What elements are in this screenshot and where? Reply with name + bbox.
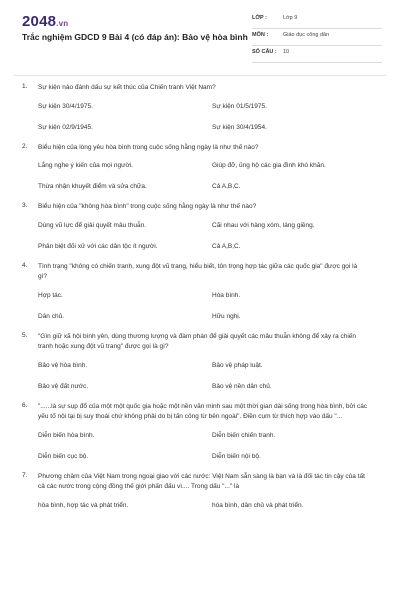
logo-tld: .vn	[56, 19, 69, 28]
answer-option-b[interactable]: Bảo vệ pháp luật.	[212, 361, 263, 369]
question-1	[0, 76, 400, 132]
question-text: Tình trạng "không có chiến tranh, xung đột vũ trang, hiểu biết, tôn trọng hợp tác giữa các quốc gia" được gọi là gì?	[38, 262, 358, 280]
question-text: "Gìn giữ xã hội bình yên, dùng thương lượng và đàm phán để giải quyết các mâu thuẫn không để xảy ra chiến tranh hoặc xung đột vũ trang" được gọi là gì?	[38, 332, 357, 350]
question-number: 3.	[22, 202, 28, 209]
answer-option-d[interactable]: Sự kiện 30/4/1954.	[212, 123, 267, 131]
answer-option-b[interactable]: Cãi nhau với hàng xóm, láng giềng.	[212, 221, 315, 229]
question-text: Phương châm của Việt Nam trong ngoại giao với các nước: Việt Nam sẵn sàng là bạn và là đối tác tin cậy của tất cả các nước trong cộng đồng thế giới phấn đấu vì.... Trong dấu "..." là	[38, 472, 365, 490]
question-7	[0, 472, 400, 510]
answer-option-c[interactable]: Diễn biến cục bộ.	[38, 452, 89, 460]
answer-option-a[interactable]: Dùng vũ lực để giải quyết mâu thuẫn.	[38, 221, 147, 229]
answer-options	[38, 221, 378, 251]
answer-option-d[interactable]: Cả A,B,C.	[212, 242, 241, 250]
answer-option-c[interactable]: Sự kiện 02/9/1945.	[38, 123, 93, 131]
meta-row-question-count	[252, 46, 382, 63]
answer-options	[38, 291, 378, 321]
logo-main: 2048	[22, 13, 57, 30]
site-logo[interactable]	[22, 13, 68, 30]
answer-options	[38, 431, 378, 461]
question-text: "......là sự sụp đổ của một một quốc gia hoặc một nền văn minh sau một thời gian dài sống trong hòa bình, bởi các yếu tố nội tại bị suy thoái chứ không phải do bị tấn công từ bên ngoài". Điền cụm từ thích hợp vào dấu "...	[38, 402, 368, 420]
meta-value: 10	[283, 49, 290, 55]
question-3	[0, 202, 400, 251]
question-text: Biểu hiện của lòng yêu hòa bình trong cuộc sống hằng ngày là như thế nào?	[38, 143, 259, 151]
answer-option-b[interactable]: Giúp đỡ, ủng hộ các gia đình khó khăn.	[212, 162, 326, 169]
answer-option-b[interactable]: Sự kiện 01/5/1975.	[212, 102, 267, 110]
question-number: 1.	[22, 83, 28, 90]
answer-option-c[interactable]: Phân biệt đối xử với các dân tộc ít người.	[38, 242, 158, 250]
answer-option-b[interactable]: Hòa bình.	[212, 291, 241, 299]
question-text: Sự kiện nào đánh dấu sự kết thúc của Chiến tranh Việt Nam?	[38, 84, 216, 91]
meta-value: Giáo dục công dân	[283, 32, 330, 38]
answer-option-a[interactable]: hòa bình, hợp tác và phát triển.	[38, 501, 129, 509]
meta-row-class	[252, 12, 382, 29]
meta-value: Lớp 9	[283, 15, 298, 21]
answer-option-a[interactable]: Bảo vệ hòa bình.	[38, 361, 88, 369]
answer-options	[38, 161, 378, 191]
answer-option-b[interactable]: Diễn biến chiến tranh.	[212, 431, 276, 439]
question-number: 7.	[22, 471, 28, 479]
page-header	[0, 0, 400, 68]
document-title: Trắc nghiệm GDCD 9 Bài 4 (có đáp án): Bảo vệ hòa bình	[22, 32, 248, 42]
answer-options	[38, 501, 378, 510]
meta-key: LỚP :	[252, 15, 267, 21]
meta-row-subject	[252, 29, 382, 46]
answer-option-c[interactable]: Bảo vệ đất nước.	[38, 382, 89, 390]
question-2	[0, 143, 400, 192]
answer-option-a[interactable]: Sự kiện 30/4/1975.	[38, 102, 93, 110]
question-number: 2.	[22, 142, 28, 150]
answer-option-d[interactable]: Bảo vệ nền dân chủ.	[212, 382, 272, 390]
question-list	[0, 76, 400, 521]
meta-key: SỐ CÂU :	[252, 49, 277, 55]
answer-option-c[interactable]: Thừa nhận khuyết điểm và sửa chữa.	[38, 183, 147, 190]
answer-option-a[interactable]: Hợp tác.	[38, 291, 63, 299]
question-4	[0, 262, 400, 321]
meta-key: MÔN :	[252, 32, 269, 38]
meta-table	[252, 12, 382, 63]
answer-option-b[interactable]: hòa bình, dân chủ và phát triển.	[212, 501, 304, 509]
question-number: 4.	[22, 261, 28, 269]
question-6	[0, 402, 400, 461]
answer-option-a[interactable]: Diễn biến hòa bình.	[38, 431, 95, 439]
question-number: 6.	[22, 401, 28, 409]
question-text: Biểu hiện của "không hòa bình" trong cuộc sống hằng ngày là như thế nào?	[38, 203, 257, 210]
answer-option-d[interactable]: Cả A,B,C.	[212, 183, 241, 190]
answer-options	[38, 102, 378, 132]
answer-option-a[interactable]: Lắng nghe ý kiến của mọi người.	[38, 162, 133, 169]
answer-option-d[interactable]: Hữu nghị.	[212, 312, 241, 320]
answer-option-c[interactable]: Dân chủ.	[38, 312, 65, 320]
answer-option-d[interactable]: Diễn biến nội bộ.	[212, 452, 261, 460]
answer-options	[38, 361, 378, 391]
question-number: 5.	[22, 331, 28, 339]
question-5	[0, 332, 400, 391]
